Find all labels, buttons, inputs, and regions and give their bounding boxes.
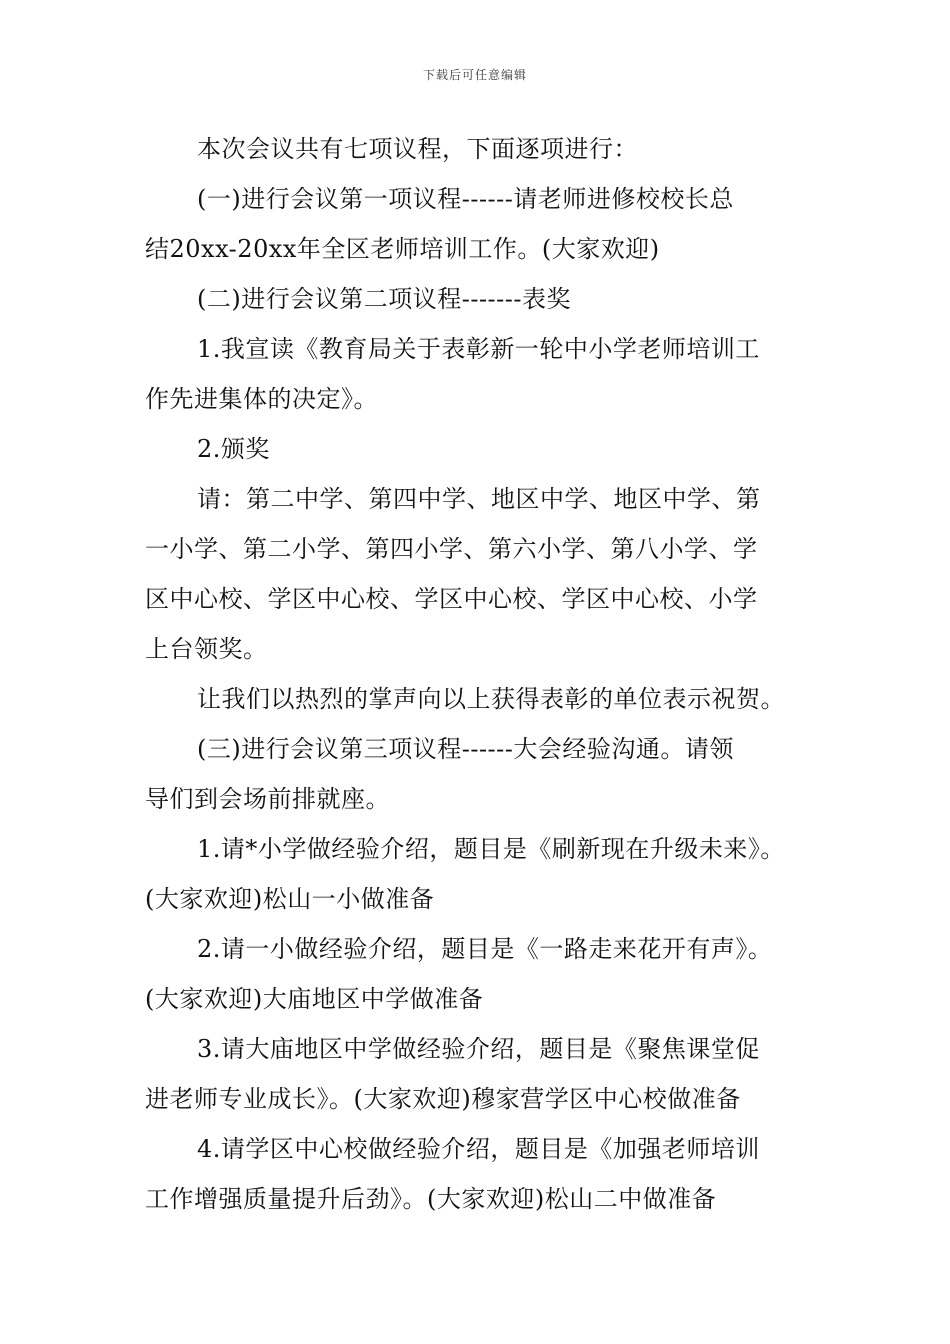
paragraph-intro — [145, 124, 810, 174]
text-line: 2.颁奖 — [197, 435, 270, 463]
text-line: 导们到会场前排就座。 — [145, 785, 390, 813]
text-line: 请：第二中学、第四中学、地区中学、地区中学、第 — [197, 485, 761, 513]
text-line: 工作增强质量提升后劲》。(大家欢迎)松山二中做准备 — [145, 1185, 717, 1213]
paragraph-item-3 — [145, 724, 810, 824]
text-line: 3.请大庙地区中学做经验介绍，题目是《聚焦课堂促 — [197, 1035, 760, 1063]
paragraph-speech-3 — [145, 1024, 810, 1124]
page-header: 下载后可任意编辑 — [422, 68, 527, 82]
text-line: 本次会议共有七项议程，下面逐项进行： — [197, 135, 638, 163]
text-line: 结20xx-20xx年全区老师培训工作。(大家欢迎) — [145, 235, 660, 263]
text-line: 上台领奖。 — [145, 635, 268, 663]
text-line: 区中心校、学区中心校、学区中心校、学区中心校、小学 — [145, 585, 758, 613]
paragraph-award-list — [145, 474, 810, 674]
paragraph-speech-1 — [145, 824, 810, 924]
text-line: 一小学、第二小学、第四小学、第六小学、第八小学、学 — [145, 535, 758, 563]
text-line: (二)进行会议第二项议程-------表奖 — [197, 285, 571, 313]
paragraph-item-1 — [145, 174, 810, 274]
text-line: 作先进集体的决定》。 — [145, 385, 378, 413]
text-line: (一)进行会议第一项议程------请老师进修校校长总 — [197, 185, 734, 213]
text-line: 2.请一小做经验介绍，题目是《一路走来花开有声》。 — [197, 935, 773, 963]
text-line: 1.请*小学做经验介绍，题目是《刷新现在升级未来》。 — [197, 835, 785, 863]
paragraph-announce — [145, 324, 810, 424]
paragraph-applause — [145, 674, 810, 724]
text-line: (大家欢迎)松山一小做准备 — [145, 885, 435, 913]
text-line: 4.请学区中心校做经验介绍，题目是《加强老师培训 — [197, 1135, 760, 1163]
text-line: 1.我宣读《教育局关于表彰新一轮中小学老师培训工 — [197, 335, 760, 363]
document-body — [145, 124, 810, 1224]
text-line: (大家欢迎)大庙地区中学做准备 — [145, 985, 484, 1013]
paragraph-speech-4 — [145, 1124, 810, 1224]
paragraph-item-2 — [145, 274, 810, 324]
text-line: 进老师专业成长》。(大家欢迎)穆家营学区中心校做准备 — [145, 1085, 741, 1113]
text-line: (三)进行会议第三项议程------大会经验沟通。请领 — [197, 735, 734, 763]
paragraph-award — [145, 424, 810, 474]
paragraph-speech-2 — [145, 924, 810, 1024]
text-line: 让我们以热烈的掌声向以上获得表彰的单位表示祝贺。 — [197, 685, 785, 713]
